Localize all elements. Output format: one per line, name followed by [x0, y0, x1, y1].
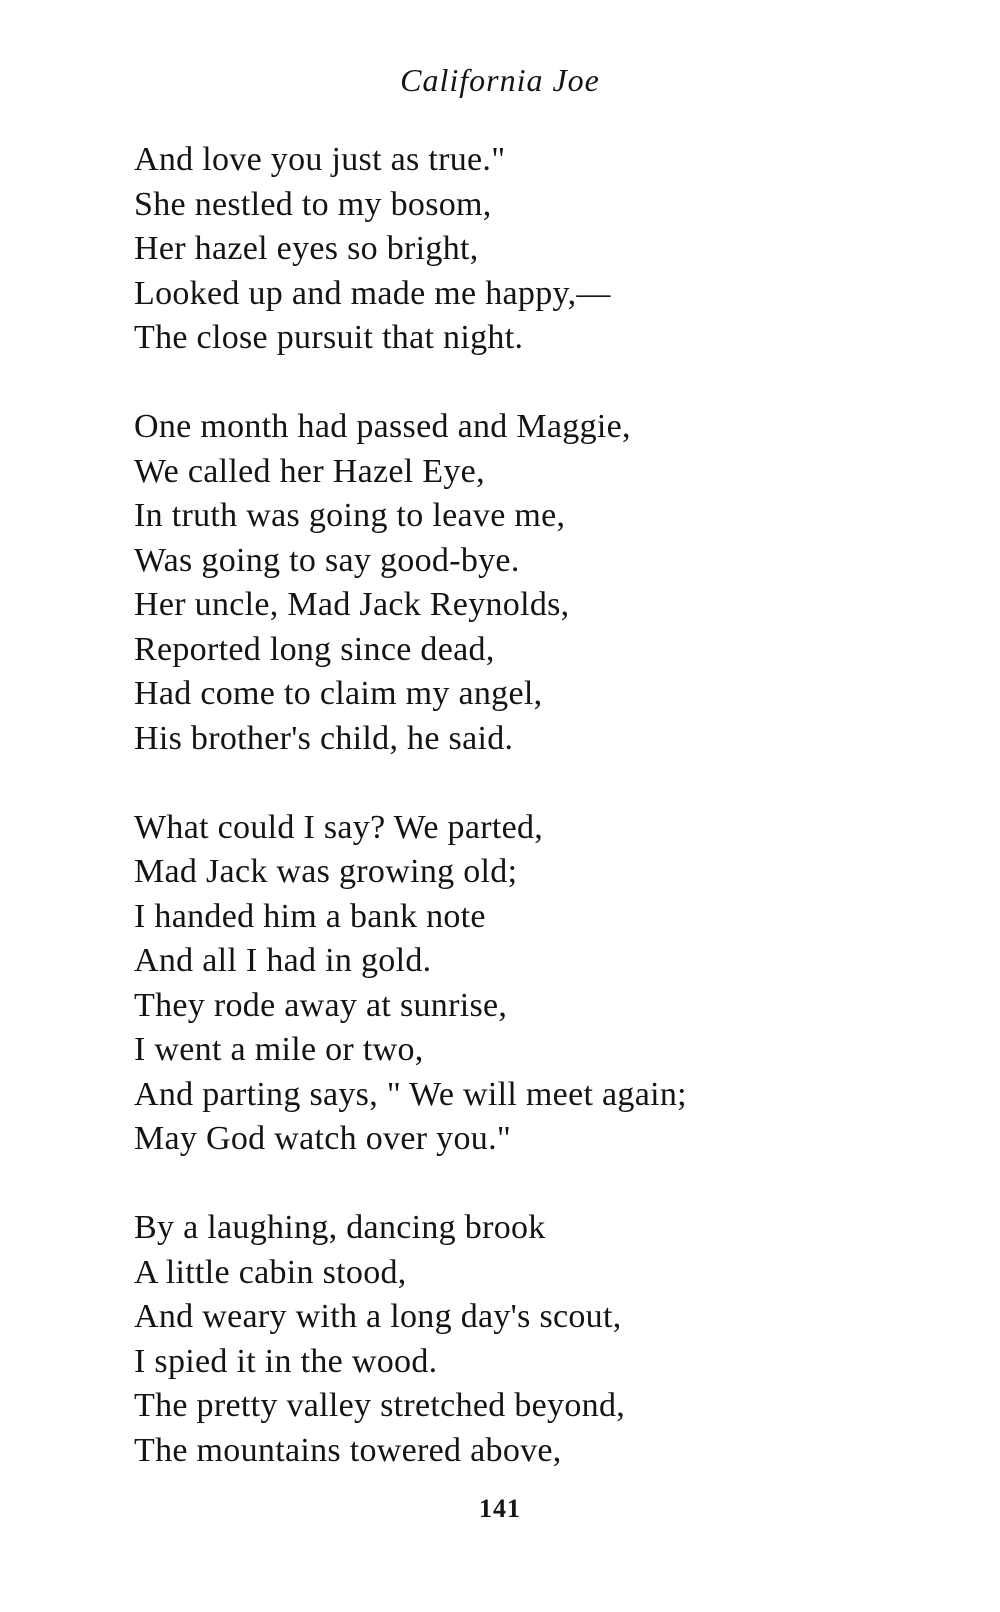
poem-line: Looked up and made me happy,—	[134, 274, 611, 312]
poem-line: Had come to claim my angel,	[134, 675, 543, 712]
poem-line: She nestled to my bosom,	[134, 185, 492, 223]
stanza-2	[134, 405, 954, 761]
stanza-break	[134, 361, 954, 406]
stanza-1	[134, 138, 954, 361]
poem-line: The close pursuit that night.	[134, 319, 524, 356]
poem-line: And all I had in gold.	[134, 942, 432, 979]
stanza-3	[134, 806, 954, 1162]
poem-line: I handed him a bank note	[134, 897, 486, 935]
stanza-break	[134, 1162, 954, 1207]
page-number: 141	[479, 1494, 521, 1523]
poem-line: Mad Jack was growing old;	[134, 853, 518, 890]
stanza-break	[134, 761, 954, 806]
poem-line: One month had passed and Maggie,	[134, 408, 631, 445]
poem-line: And parting says, " We will meet again;	[134, 1075, 687, 1113]
poem-line: I spied it in the wood.	[134, 1342, 438, 1380]
poem-line: I went a mile or two,	[134, 1031, 424, 1068]
poem-line: Her uncle, Mad Jack Reynolds,	[134, 586, 570, 623]
poem-line: Her hazel eyes so bright,	[134, 230, 479, 267]
poem-line: The pretty valley stretched beyond,	[134, 1387, 626, 1424]
poem-body	[134, 138, 954, 1473]
poem-line: Reported long since dead,	[134, 630, 495, 668]
poem-line: A little cabin stood,	[134, 1253, 407, 1291]
poem-line: In truth was going to leave me,	[134, 497, 566, 534]
poem-line: They rode away at sunrise,	[134, 986, 508, 1024]
poem-line: His brother's child, he said.	[134, 719, 514, 757]
poem-line: What could I say? We parted,	[134, 808, 544, 846]
poem-line: May God watch over you."	[134, 1120, 512, 1157]
poem-line: And love you just as true."	[134, 141, 506, 178]
poem-line: We called her Hazel Eye,	[134, 452, 485, 490]
poem-line: And weary with a long day's scout,	[134, 1298, 622, 1335]
running-title: California Joe	[400, 62, 600, 98]
stanza-4	[134, 1206, 954, 1473]
poem-line: By a laughing, dancing brook	[134, 1209, 546, 1246]
poem-line: The mountains towered above,	[134, 1431, 562, 1469]
poem-line: Was going to say good-bye.	[134, 541, 520, 579]
